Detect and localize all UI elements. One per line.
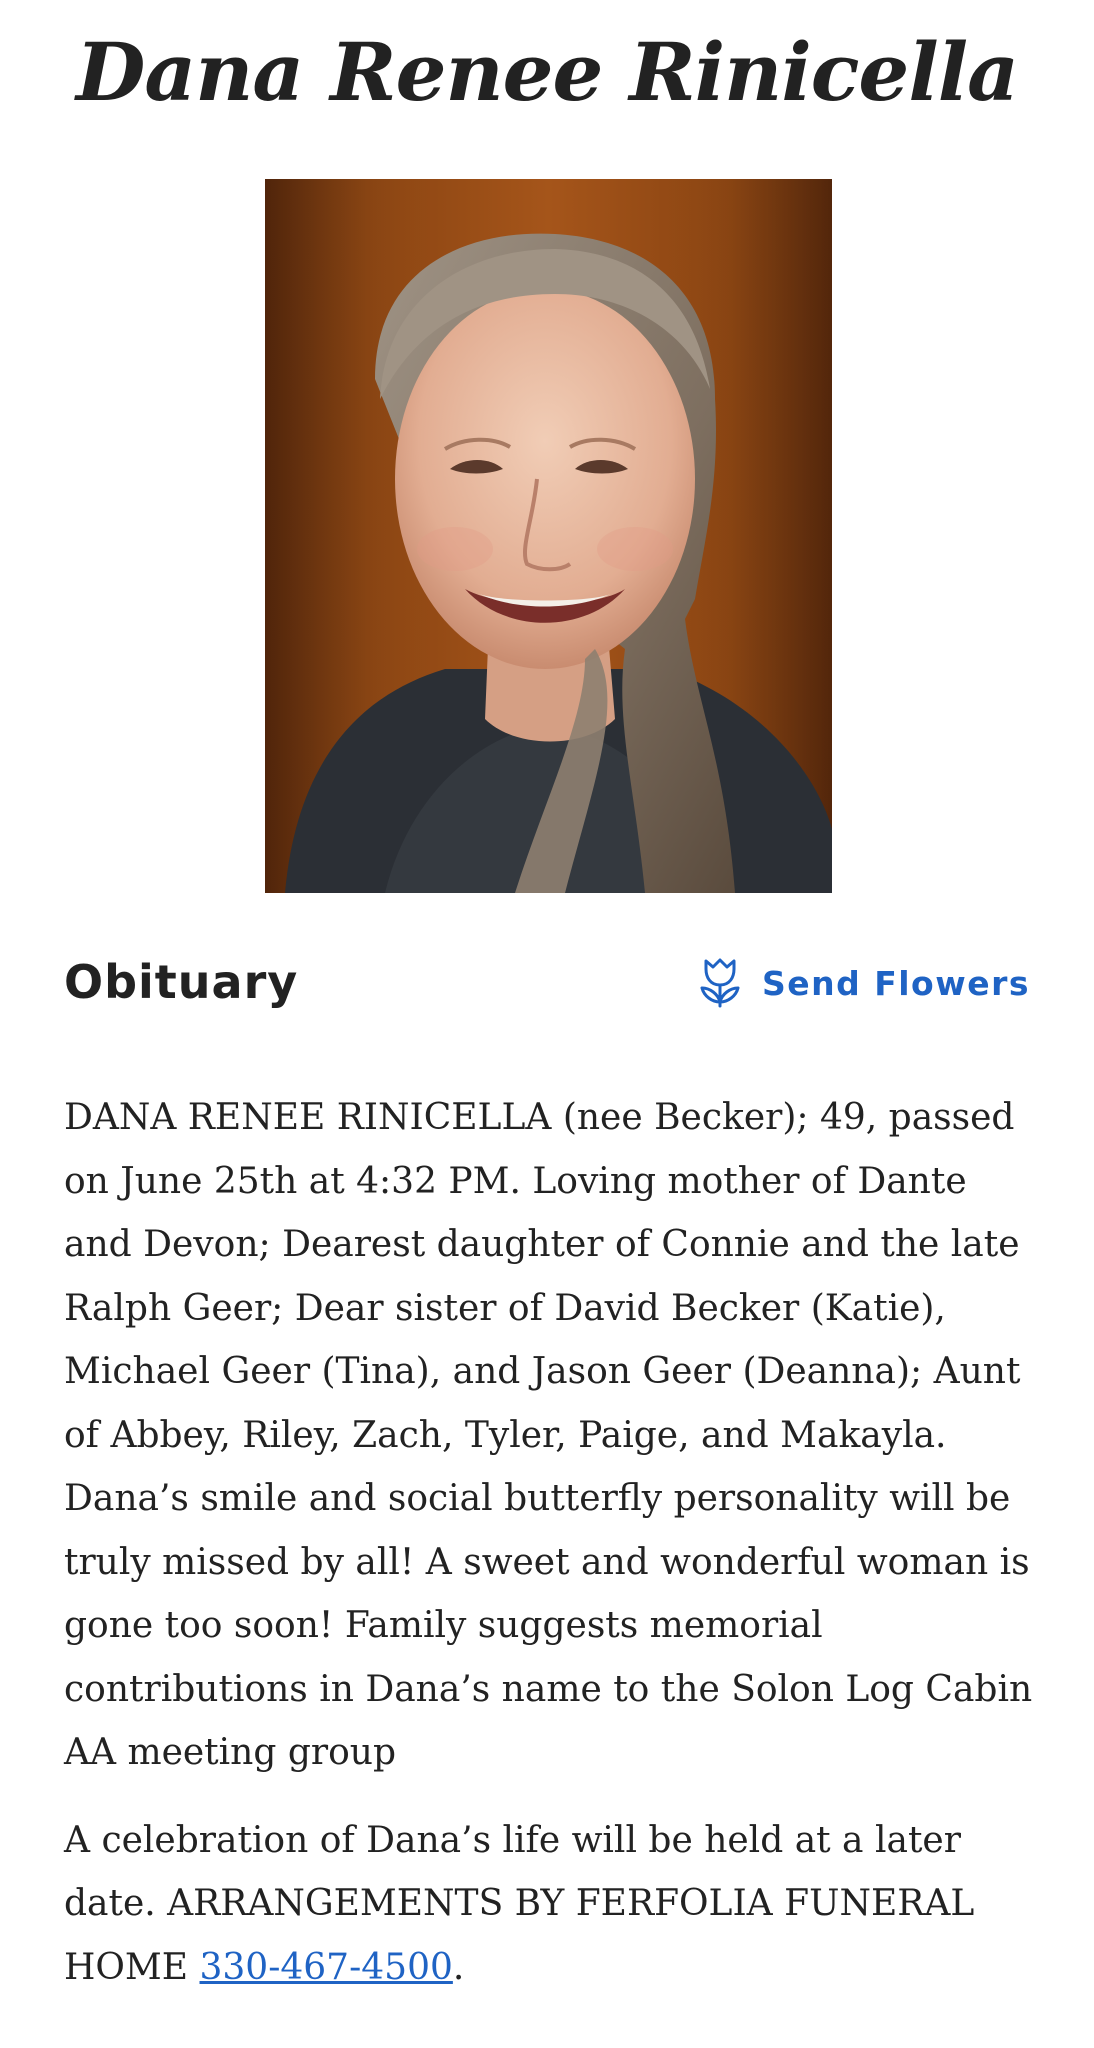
funeral-home-phone-link[interactable]: 330-467-4500 bbox=[199, 1946, 453, 1988]
obituary-body bbox=[64, 1086, 1039, 2023]
obituary-paragraph: DANA RENEE RINICELLA (nee Becker); 49, passed on June 25th at 4:32 PM. Loving mother of Dante and Devon; Dearest daughter of Connie and the late Ralph Geer; Dear sister of David Becker (Katie), Michael Geer (Tina), and Jason Geer (Deanna); Aunt of Abbey, Riley, Zach, Tyler, Paige, and Makayla. Dana’s smile and social butterfly personality will be truly missed by all! A sweet and wonderful woman is gone too soon! Family suggests memorial contributions in Dana’s name to the Solon Log Cabin AA meeting group bbox=[64, 1097, 1033, 1773]
send-flowers-label: Send Flowers bbox=[761, 963, 1030, 1003]
flower-icon bbox=[698, 958, 742, 1008]
obituary-heading: Obituary bbox=[64, 955, 299, 1009]
portrait-photo bbox=[265, 179, 832, 893]
deceased-name-title: Dana Renee Rinicella bbox=[76, 25, 1018, 119]
arrangements-text: A celebration of Dana’s life will be held at a later date. ARRANGEMENTS BY FERFOLIA FUNERAL HOME bbox=[64, 1819, 975, 1988]
send-flowers-button[interactable] bbox=[698, 958, 1030, 1008]
obituary-paragraph-arrangements bbox=[64, 1809, 1039, 2000]
portrait-illustration bbox=[265, 179, 832, 893]
closing-period: . bbox=[452, 1946, 465, 1988]
obituary-header bbox=[64, 952, 1030, 1012]
